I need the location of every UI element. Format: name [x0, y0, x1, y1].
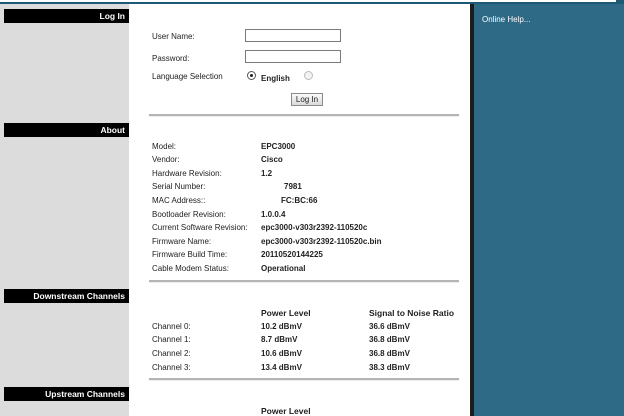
- about-label: Firmware Name:: [152, 237, 212, 246]
- channel-snr: 36.8 dBmV: [369, 335, 410, 344]
- about-value: 1.0.0.4: [261, 210, 286, 219]
- upstream-header-power: Power Level: [261, 406, 311, 416]
- login-button[interactable]: Log In: [291, 93, 323, 106]
- radio-english[interactable]: [247, 71, 256, 80]
- about-label: Vendor:: [152, 155, 180, 164]
- about-value: FC:BC:66: [281, 196, 318, 205]
- username-label: User Name:: [152, 32, 195, 41]
- divider: [149, 114, 459, 117]
- channel-label: Channel 0:: [152, 322, 191, 331]
- section-header-upstream: Upstream Channels: [4, 387, 129, 401]
- password-label: Password:: [152, 54, 190, 63]
- language-option-english: English: [261, 74, 290, 83]
- about-label: Bootloader Revision:: [152, 210, 226, 219]
- about-label: Model:: [152, 142, 177, 151]
- about-label: Serial Number:: [152, 182, 206, 191]
- channel-power: 10.6 dBmV: [261, 349, 302, 358]
- help-pane: [474, 4, 624, 416]
- channel-power: 8.7 dBmV: [261, 335, 298, 344]
- channel-snr: 36.6 dBmV: [369, 322, 410, 331]
- about-value: 20110520144225: [261, 250, 323, 259]
- password-input[interactable]: [245, 50, 341, 63]
- channel-power: 10.2 dBmV: [261, 322, 302, 331]
- left-sidebar: [0, 0, 129, 416]
- channel-label: Channel 1:: [152, 335, 191, 344]
- channel-label: Channel 3:: [152, 363, 191, 372]
- section-header-about: About: [4, 123, 129, 137]
- divider: [149, 378, 459, 381]
- about-value: EPC3000: [261, 142, 296, 151]
- section-header-login: Log In: [4, 9, 129, 23]
- downstream-header-power: Power Level: [261, 308, 311, 318]
- online-help-link[interactable]: Online Help...: [482, 15, 531, 24]
- about-label: MAC Address::: [152, 196, 206, 205]
- about-label: Firmware Build Time:: [152, 250, 228, 259]
- section-header-downstream: Downstream Channels: [4, 289, 129, 303]
- about-label: Cable Modem Status:: [152, 264, 229, 273]
- channel-snr: 36.8 dBmV: [369, 349, 410, 358]
- about-value: 7981: [284, 182, 302, 191]
- about-value: epc3000-v303r2392-110520c.bin: [261, 237, 382, 246]
- channel-power: 13.4 dBmV: [261, 363, 302, 372]
- about-value: Operational: [261, 264, 306, 273]
- divider: [149, 280, 459, 283]
- username-input[interactable]: [245, 29, 341, 42]
- main-content: [129, 4, 474, 416]
- channel-label: Channel 2:: [152, 349, 191, 358]
- about-value: Cisco: [261, 155, 283, 164]
- language-label: Language Selection: [152, 72, 223, 81]
- about-label: Hardware Revision:: [152, 169, 222, 178]
- about-value: 1.2: [261, 169, 273, 178]
- about-value: epc3000-v303r2392-110520c: [261, 223, 368, 232]
- radio-other-language[interactable]: [304, 71, 313, 80]
- downstream-header-snr: Signal to Noise Ratio: [369, 308, 455, 318]
- channel-snr: 38.3 dBmV: [369, 363, 410, 372]
- about-label: Current Software Revision:: [152, 223, 248, 232]
